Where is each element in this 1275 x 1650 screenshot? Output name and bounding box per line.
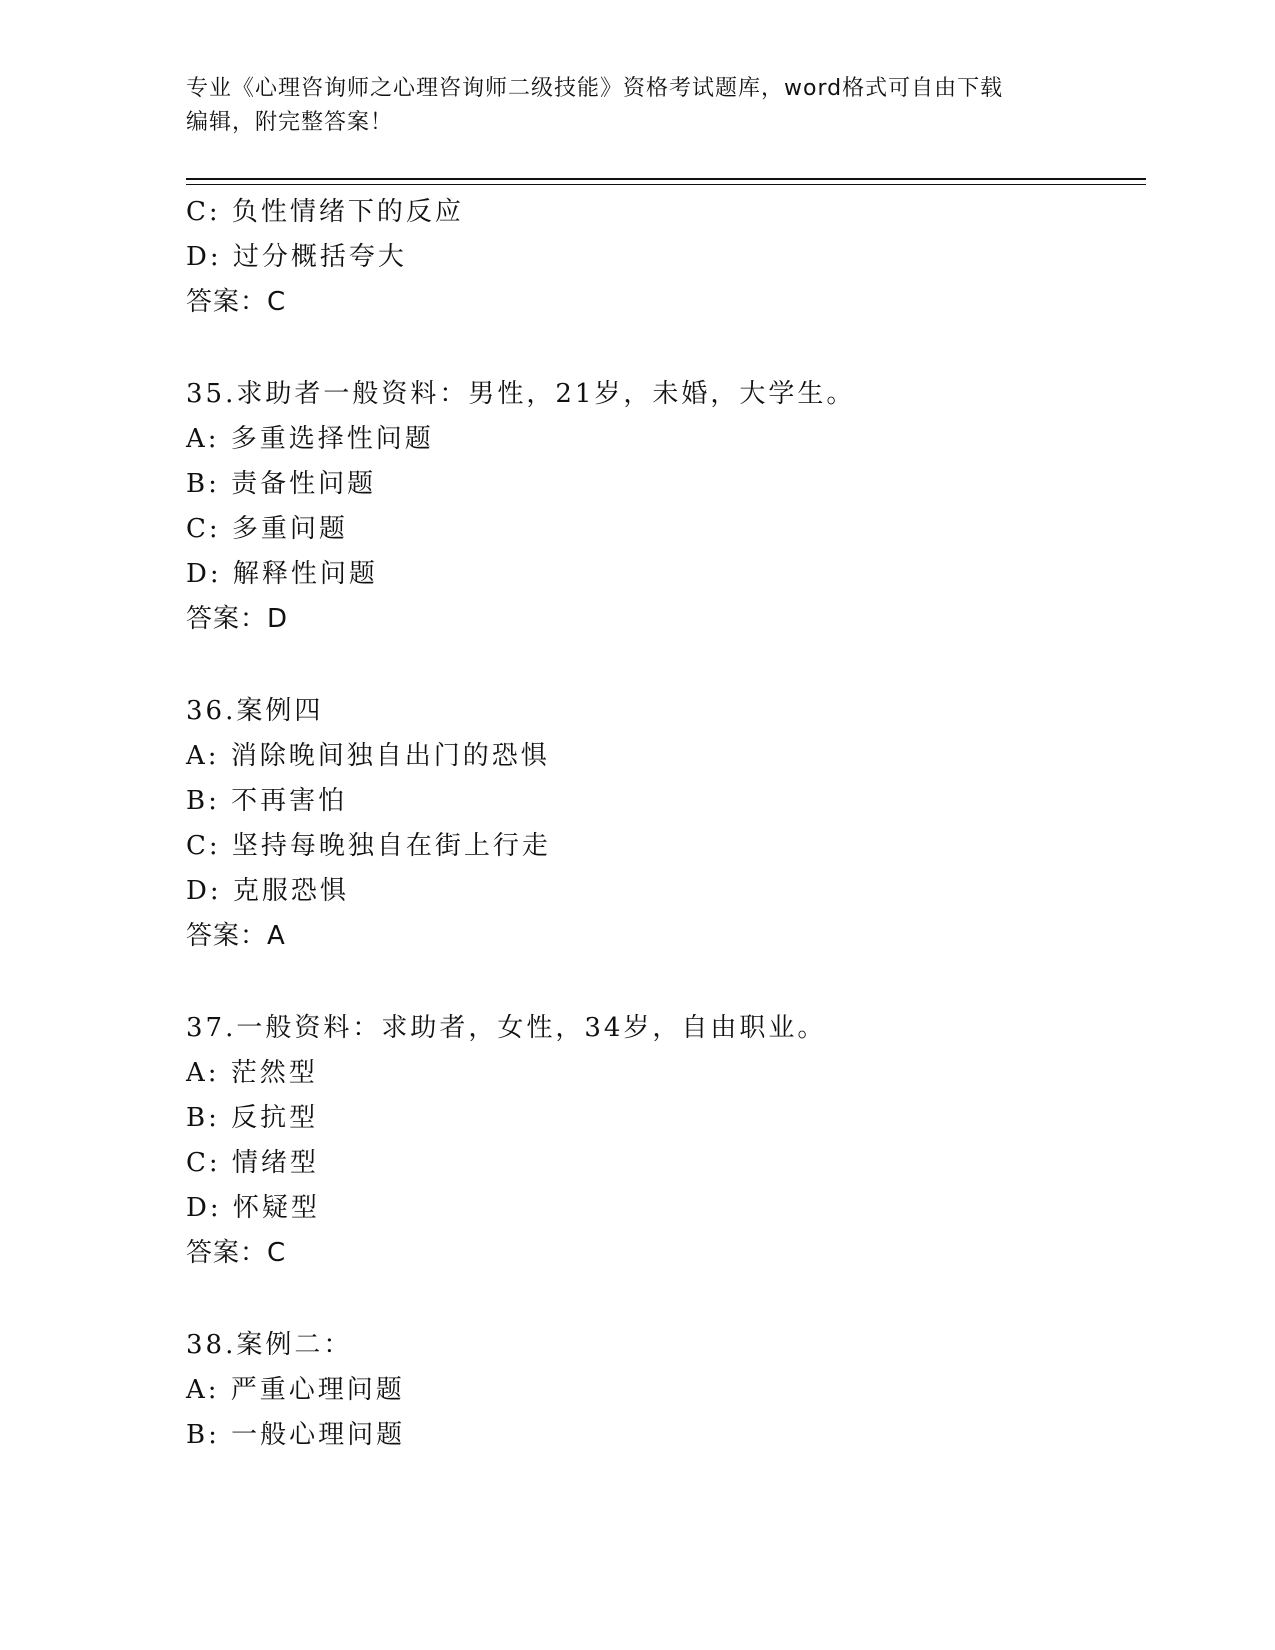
- option-a: A: 消除晚间独自出门的恐惧: [186, 741, 550, 771]
- question-list: [186, 190, 1146, 1458]
- header-line-1: 专业《心理咨询师之心理咨询师二级技能》资格考试题库，word格式可自由下载: [186, 76, 1004, 101]
- option-b: B: 不再害怕: [186, 786, 348, 816]
- option-a: A: 茫然型: [186, 1058, 318, 1088]
- option-c: C: 情绪型: [186, 1148, 319, 1178]
- option-a: A: 严重心理问题: [186, 1375, 405, 1405]
- option-b: B: 反抗型: [186, 1103, 319, 1133]
- question-35: [186, 372, 1146, 642]
- answer: 答案：A: [186, 921, 286, 951]
- question-stem: 37.一般资料：求助者，女性，34岁，自由职业。: [186, 1013, 827, 1043]
- header-line-2: 编辑，附完整答案！: [186, 110, 394, 135]
- option-d: D: 克服恐惧: [186, 876, 349, 906]
- answer: 答案：C: [186, 287, 287, 317]
- answer: 答案：D: [186, 604, 289, 634]
- option-d: D: 过分概括夸大: [186, 242, 407, 272]
- question-38: [186, 1323, 1146, 1458]
- option-d: D: 怀疑型: [186, 1193, 320, 1223]
- question-stem: 35.求助者一般资料：男性，21岁，未婚，大学生。: [186, 379, 856, 409]
- option-b: B: 责备性问题: [186, 469, 377, 499]
- header-divider-thin: [186, 184, 1146, 185]
- question-34-tail: [186, 190, 1146, 325]
- option-a: A: 多重选择性问题: [186, 424, 434, 454]
- question-37: [186, 1006, 1146, 1276]
- option-c: C: 负性情绪下的反应: [186, 197, 464, 227]
- question-36: [186, 689, 1146, 959]
- question-stem: 36.案例四: [186, 696, 324, 726]
- option-c: C: 坚持每晚独自在街上行走: [186, 831, 551, 861]
- option-d: D: 解释性问题: [186, 559, 378, 589]
- option-b: B: 一般心理问题: [186, 1420, 406, 1450]
- option-c: C: 多重问题: [186, 514, 348, 544]
- question-stem: 38.案例二：: [186, 1330, 353, 1360]
- answer: 答案：C: [186, 1238, 287, 1268]
- header-divider-thick: [186, 178, 1146, 180]
- document-header: [186, 72, 1066, 140]
